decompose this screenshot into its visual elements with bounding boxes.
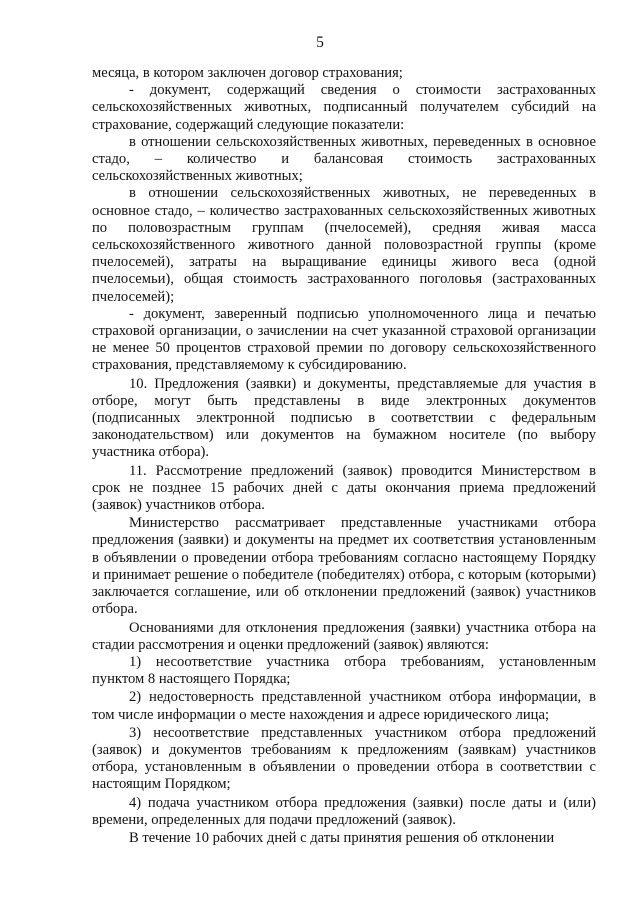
page-number: 5 [316, 34, 324, 51]
paragraph: - документ, заверенный подписью уполномоченного лица и печатью страховой организации, о зачислении на счет указанной страховой организации не менее 50 процентов страховой премии по договору сельскохозяйственного страхования, представляемому к субсидированию. [92, 305, 596, 374]
paragraph: 1) несоответствие участника отбора требованиям, установленным пунктом 8 настоящего Порядка; [92, 653, 596, 688]
paragraph: 11. Рассмотрение предложений (заявок) проводится Министерством в срок не позднее 15 рабочих дней с даты окончания приема предложений (заявок) участников отбора. [92, 462, 596, 514]
paragraph: в отношении сельскохозяйственных животных, переведенных в основное стадо, – количество и балансовая стоимость застрахованных сельскохозяйственных животных; [92, 133, 596, 185]
paragraph: Министерство рассматривает представленные участниками отбора предложения (заявки) и документы на предмет их соответствия установленным в объявлении о проведении отбора требованиям согласно настоящему Порядку и принимает решение о победителе (победителях) отбора, с которым (которыми) заключается соглашение, или об отклонении предложений (заявок) участников отбора. [92, 515, 596, 618]
paragraph: в отношении сельскохозяйственных животных, не переведенных в основное стадо, – количество застрахованных сельскохозяйственных животных по половозрастным группам (пчелосемей), средняя живая масса сельскохозяйственного животного данной половозрастной группы (кроме пчелосемей), затраты на выращивание единицы живого веса (одной пчелосемьи), общая стоимость застрахованного поголовья (застрахованных пчелосемей); [92, 185, 596, 305]
paragraph: месяца, в котором заключен договор страхования; [92, 65, 403, 81]
paragraph: 3) несоответствие представленных участником отбора предложений (заявок) и документов требованиям к предложениям (заявкам) участников отбора, установленным в объявлении о проведении отбора в соответствии с настоящим Порядком; [92, 724, 596, 793]
paragraph: Основаниями для отклонения предложения (заявки) участника отбора на стадии рассмотрения и оценки предложений (заявок) являются: [92, 619, 596, 653]
paragraph: В течение 10 рабочих дней с даты принятия решения об отклонении [129, 829, 555, 846]
document-body [92, 65, 596, 847]
paragraph: - документ, содержащий сведения о стоимости застрахованных сельскохозяйственных животных, подписанный получателем субсидий на страхование, содержащий следующие показатели: [92, 82, 596, 133]
paragraph: 2) недостоверность представленной участником отбора информации, в том числе информации о месте нахождения и адресе юридического лица; [92, 689, 596, 723]
paragraph: 10. Предложения (заявки) и документы, представляемые для участия в отборе, могут быть представлены в виде электронных документов (подписанных электронной подписью в соответствии с федеральным законодательством) или документов на бумажном носителе (по выбору участника отбора). [92, 375, 596, 461]
paragraph: 4) подача участником отбора предложения (заявки) после даты и (или) времени, определенных для подачи предложений (заявок). [92, 794, 596, 828]
